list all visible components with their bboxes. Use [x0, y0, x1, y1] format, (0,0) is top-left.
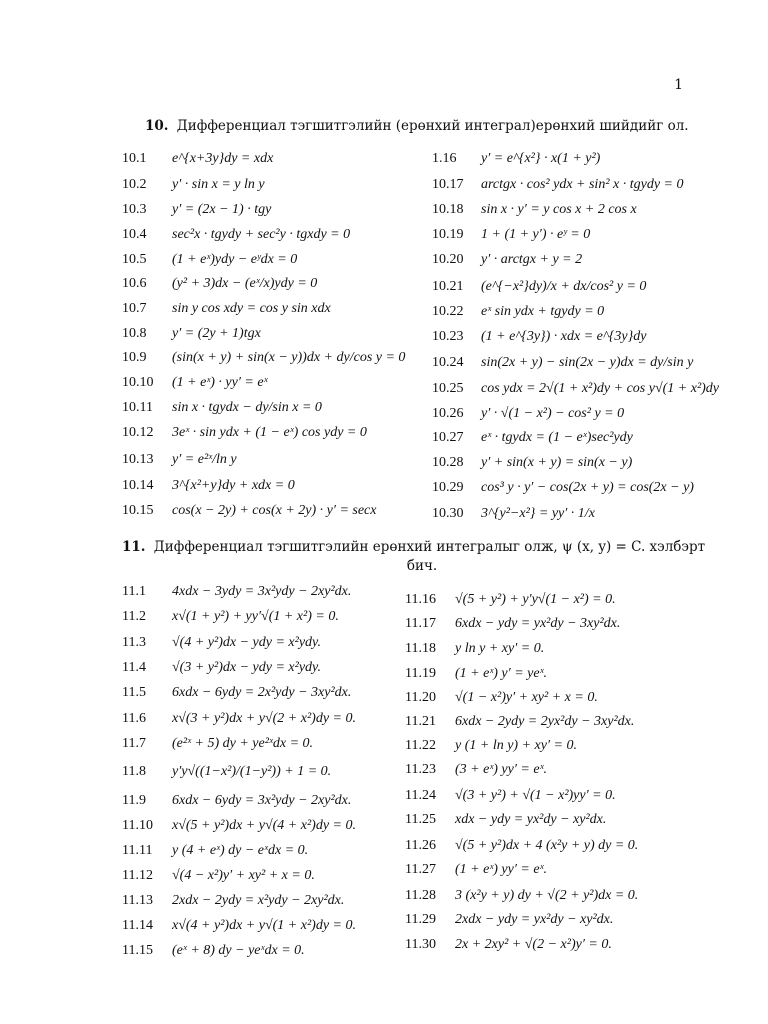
- exercise-equation: y′ + sin(x + y) = sin(x − y): [481, 455, 633, 470]
- exercise-number: 11.3: [122, 635, 146, 650]
- exercise-item: [122, 350, 405, 366]
- exercise-number: 10.24: [432, 355, 464, 370]
- exercise-item: [405, 690, 598, 706]
- exercise-number: 10.22: [432, 304, 464, 319]
- exercise-number: 10.18: [432, 202, 464, 217]
- exercise-item: [405, 812, 606, 828]
- exercise-equation: x√(3 + y²)dx + y√(2 + x²)dy = 0.: [172, 711, 356, 726]
- exercise-item: [122, 301, 331, 317]
- exercise-item: [122, 660, 321, 676]
- exercise-equation: (3 + eˣ) yy′ = eˣ.: [455, 762, 548, 777]
- exercise-number: 1.16: [432, 151, 457, 166]
- exercise-item: [122, 227, 350, 243]
- exercise-equation: √(4 − x²)y′ + xy² + x = 0.: [172, 868, 315, 883]
- exercise-equation: cos(x − 2y) + cos(x + 2y) · y′ = secx: [172, 503, 377, 518]
- exercise-equation: 3^{y²−x²} = yy′ · 1/x: [481, 506, 595, 521]
- exercise-number: 10.25: [432, 381, 464, 396]
- exercise-equation: sin y cos xdy = cos y sin xdx: [172, 301, 331, 316]
- exercise-number: 11.5: [122, 685, 146, 700]
- exercise-number: 11.29: [405, 912, 436, 927]
- exercise-number: 10.12: [122, 425, 154, 440]
- section-10-number: 10.: [145, 118, 169, 134]
- exercise-item: [122, 375, 268, 391]
- exercise-item: [405, 888, 638, 904]
- exercise-number: 10.13: [122, 452, 154, 467]
- exercise-item: [122, 478, 295, 494]
- exercise-item: [405, 714, 634, 730]
- exercise-item: [122, 868, 315, 884]
- exercise-number: 11.1: [122, 584, 146, 599]
- exercise-item: [122, 685, 351, 701]
- exercise-equation: y′ · sin x = y ln y: [172, 177, 265, 192]
- exercise-number: 10.15: [122, 503, 154, 518]
- exercise-equation: y ln y + xy′ = 0.: [455, 641, 545, 656]
- exercise-item: [405, 862, 547, 878]
- exercise-item: [432, 381, 719, 397]
- exercise-equation: y′ · arctgx + y = 2: [481, 252, 583, 267]
- exercise-number: 10.1: [122, 151, 147, 166]
- exercise-item: [432, 355, 693, 371]
- exercise-number: 11.27: [405, 862, 436, 877]
- exercise-number: 11.23: [405, 762, 436, 777]
- exercise-equation: cos ydx = 2√(1 + x²)dy + cos y√(1 + x²)dy: [481, 381, 720, 396]
- exercise-number: 11.7: [122, 736, 146, 751]
- exercise-item: [122, 843, 308, 859]
- exercise-number: 11.17: [405, 616, 436, 631]
- exercise-equation: (1 + eˣ)ydy − eʸdx = 0: [172, 252, 298, 267]
- section-11-title-line2: бич.: [406, 558, 438, 574]
- exercise-item: [122, 943, 305, 959]
- exercise-equation: (eˣ + 8) dy − yeˣdx = 0.: [172, 943, 305, 958]
- exercise-number: 11.10: [122, 818, 153, 833]
- exercise-item: [405, 666, 547, 682]
- exercise-equation: e^{x+3y}dy = xdx: [172, 151, 274, 166]
- exercise-number: 11.18: [405, 641, 436, 656]
- exercise-item: [432, 202, 637, 218]
- exercise-number: 11.16: [405, 592, 436, 607]
- exercise-item: [122, 609, 339, 625]
- exercise-item: [405, 912, 613, 928]
- exercise-number: 11.20: [405, 690, 436, 705]
- exercise-item: [405, 738, 577, 754]
- exercise-item: [122, 151, 273, 167]
- exercise-equation: sin x · tgydx − dy/sin x = 0: [172, 400, 322, 415]
- exercise-equation: eˣ sin ydx + tgydy = 0: [481, 304, 605, 319]
- exercise-equation: (1 + eˣ) · yy′ = eˣ: [172, 375, 268, 390]
- exercise-item: [122, 252, 297, 268]
- exercise-number: 10.6: [122, 276, 147, 291]
- exercise-equation: y′ = e^{x²} · x(1 + y²): [481, 151, 601, 166]
- section-10-heading: [145, 117, 705, 136]
- exercise-number: 11.6: [122, 711, 146, 726]
- exercise-equation: y (1 + ln y) + xy′ = 0.: [455, 738, 577, 753]
- exercise-number: 10.14: [122, 478, 154, 493]
- exercise-equation: x√(5 + y²)dx + y√(4 + x²)dy = 0.: [172, 818, 356, 833]
- exercise-number: 11.11: [122, 843, 153, 858]
- exercise-item: [122, 818, 356, 834]
- exercise-number: 10.30: [432, 506, 464, 521]
- exercise-number: 10.7: [122, 301, 147, 316]
- exercise-number: 10.4: [122, 227, 147, 242]
- exercise-number: 10.8: [122, 326, 147, 341]
- exercise-item: [432, 506, 595, 522]
- exercise-item: [432, 279, 646, 295]
- exercise-equation: 3^{x²+y}dy + xdx = 0: [172, 478, 295, 493]
- exercise-number: 11.25: [405, 812, 436, 827]
- exercise-item: [122, 711, 356, 727]
- exercise-equation: 2x + 2xy² + √(2 − x²)y′ = 0.: [455, 937, 612, 952]
- exercise-item: [122, 893, 344, 909]
- exercise-item: [432, 151, 600, 167]
- exercise-item: [432, 480, 694, 496]
- exercise-equation: √(5 + y²)dx + 4 (x²y + y) dy = 0.: [455, 838, 639, 853]
- exercise-number: 10.17: [432, 177, 464, 192]
- section-10-title: Дифференциал тэгшитгэлийн (ерөнхий интеграл)ерөнхий шийдийг ол.: [176, 118, 689, 134]
- exercise-equation: y′y√((1−x²)/(1−y²)) + 1 = 0.: [172, 764, 332, 779]
- exercise-item: [122, 177, 265, 193]
- exercise-number: 10.23: [432, 329, 464, 344]
- exercise-equation: 3eˣ · sin ydx + (1 − eˣ) cos ydy = 0: [172, 425, 367, 440]
- exercise-item: [432, 177, 684, 193]
- exercise-number: 10.3: [122, 202, 147, 217]
- exercise-number: 10.9: [122, 350, 147, 365]
- exercise-equation: eˣ · tgydx = (1 − eˣ)sec²ydy: [481, 430, 633, 445]
- exercise-item: [432, 329, 646, 345]
- exercise-equation: (y² + 3)dx − (eˣ/x)ydy = 0: [172, 276, 318, 291]
- exercise-item: [405, 641, 544, 657]
- exercise-equation: arctgx · cos² ydx + sin² x · tgydy = 0: [481, 177, 684, 192]
- exercise-equation: 3 (x²y + y) dy + √(2 + y²)dx = 0.: [455, 888, 639, 903]
- exercise-number: 11.2: [122, 609, 146, 624]
- exercise-equation: √(1 − x²)y′ + xy² + x = 0.: [455, 690, 598, 705]
- exercise-number: 10.28: [432, 455, 464, 470]
- exercise-equation: y′ = (2y + 1)tgx: [172, 326, 261, 341]
- exercise-item: [122, 425, 367, 441]
- exercise-item: [432, 227, 590, 243]
- section-11-heading: [122, 538, 722, 576]
- exercise-number: 11.24: [405, 788, 436, 803]
- exercise-equation: y (4 + eˣ) dy − eˣdx = 0.: [172, 843, 309, 858]
- exercise-equation: √(5 + y²) + y′y√(1 − x²) = 0.: [455, 592, 616, 607]
- exercise-equation: (1 + eˣ) yy′ = eˣ.: [455, 862, 548, 877]
- exercise-item: [122, 202, 271, 218]
- exercise-equation: 4xdx − 3ydy = 3x²ydy − 2xy²dx.: [172, 584, 352, 599]
- exercise-number: 11.19: [405, 666, 436, 681]
- exercise-item: [405, 788, 616, 804]
- exercise-item: [122, 793, 351, 809]
- exercise-number: 10.11: [122, 400, 153, 415]
- exercise-equation: y′ = e²ˣ/ln y: [172, 452, 237, 467]
- exercise-equation: sin x · y′ = y cos x + 2 cos x: [481, 202, 637, 217]
- exercise-number: 11.15: [122, 943, 153, 958]
- exercise-equation: xdx − ydy = yx²dy − xy²dx.: [455, 812, 607, 827]
- exercise-equation: x√(4 + y²)dx + y√(1 + x²)dy = 0.: [172, 918, 356, 933]
- exercise-equation: x√(1 + y²) + yy′√(1 + x²) = 0.: [172, 609, 339, 624]
- exercise-item: [122, 503, 376, 519]
- exercise-item: [405, 616, 620, 632]
- exercise-number: 11.8: [122, 764, 146, 779]
- exercise-item: [122, 400, 322, 416]
- exercise-item: [122, 276, 317, 292]
- exercise-equation: 6xdx − 6ydy = 2x²ydy − 3xy²dx.: [172, 685, 352, 700]
- exercise-equation: √(3 + y²) + √(1 − x²)yy′ = 0.: [455, 788, 616, 803]
- exercise-equation: y′ = (2x − 1) · tgy: [172, 202, 272, 217]
- exercise-item: [122, 326, 261, 342]
- exercise-equation: 1 + (1 + y′) · eʸ = 0: [481, 227, 591, 242]
- exercise-number: 11.13: [122, 893, 153, 908]
- exercise-number: 10.29: [432, 480, 464, 495]
- exercise-equation: √(3 + y²)dx − ydy = x²ydy.: [172, 660, 321, 675]
- exercise-equation: y′ · √(1 − x²) − cos² y = 0: [481, 406, 625, 421]
- exercise-number: 10.19: [432, 227, 464, 242]
- page-number: 1: [674, 77, 683, 93]
- exercise-equation: cos³ y · y′ − cos(2x + y) = cos(2x − y): [481, 480, 694, 495]
- section-11-number: 11.: [122, 539, 146, 555]
- exercise-number: 11.22: [405, 738, 436, 753]
- exercise-item: [432, 252, 582, 268]
- exercise-number: 11.26: [405, 838, 436, 853]
- exercise-equation: 2xdx − 2ydy = x²ydy − 2xy²dx.: [172, 893, 345, 908]
- exercise-equation: 2xdx − ydy = yx²dy − xy²dx.: [455, 912, 614, 927]
- exercise-item: [122, 635, 321, 651]
- exercise-equation: 6xdx − 6ydy = 3x²ydy − 2xy²dx.: [172, 793, 352, 808]
- exercise-number: 11.21: [405, 714, 436, 729]
- exercise-equation: 6xdx − 2ydy = 2yx²dy − 3xy²dx.: [455, 714, 635, 729]
- exercise-number: 11.14: [122, 918, 153, 933]
- exercise-item: [432, 455, 632, 471]
- exercise-item: [432, 406, 624, 422]
- exercise-number: 10.2: [122, 177, 147, 192]
- exercise-number: 10.20: [432, 252, 464, 267]
- exercise-number: 10.5: [122, 252, 147, 267]
- exercise-number: 11.12: [122, 868, 153, 883]
- exercise-equation: √(4 + y²)dx − ydy = x²ydy.: [172, 635, 321, 650]
- exercise-equation: (e^{−x²}dy)/x + dx/cos² y = 0: [481, 279, 647, 294]
- exercise-item: [405, 937, 612, 953]
- exercise-item: [432, 430, 633, 446]
- exercise-equation: (1 + eˣ) y′ = yeˣ.: [455, 666, 548, 681]
- exercise-item: [432, 304, 604, 320]
- exercise-equation: (sin(x + y) + sin(x − y))dx + dy/cos y = 0: [172, 350, 406, 365]
- exercise-number: 10.27: [432, 430, 464, 445]
- exercise-equation: (1 + e^{3y}) · xdx = e^{3y}dy: [481, 329, 647, 344]
- exercise-item: [122, 918, 356, 934]
- exercise-item: [405, 592, 616, 608]
- exercise-item: [122, 584, 351, 600]
- exercise-number: 11.4: [122, 660, 146, 675]
- exercise-number: 11.30: [405, 937, 436, 952]
- exercise-item: [122, 764, 331, 780]
- exercise-item: [122, 452, 237, 468]
- section-11-title-line1: Дифференциал тэгшитгэлийн ерөнхий интегралыг олж, ψ (x, y) = C. хэлбэрт: [153, 539, 706, 555]
- exercise-equation: sec²x · tgydy + sec²y · tgxdy = 0: [172, 227, 351, 242]
- exercise-number: 10.10: [122, 375, 154, 390]
- exercise-item: [122, 736, 313, 752]
- exercise-equation: sin(2x + y) − sin(2x − y)dx = dy/sin y: [481, 355, 694, 370]
- exercise-item: [405, 762, 547, 778]
- exercise-number: 11.9: [122, 793, 146, 808]
- exercise-item: [405, 838, 638, 854]
- exercise-number: 10.26: [432, 406, 464, 421]
- exercise-number: 11.28: [405, 888, 436, 903]
- exercise-number: 10.21: [432, 279, 464, 294]
- exercise-equation: (e²ˣ + 5) dy + ye²ˣdx = 0.: [172, 736, 314, 751]
- exercise-equation: 6xdx − ydy = yx²dy − 3xy²dx.: [455, 616, 621, 631]
